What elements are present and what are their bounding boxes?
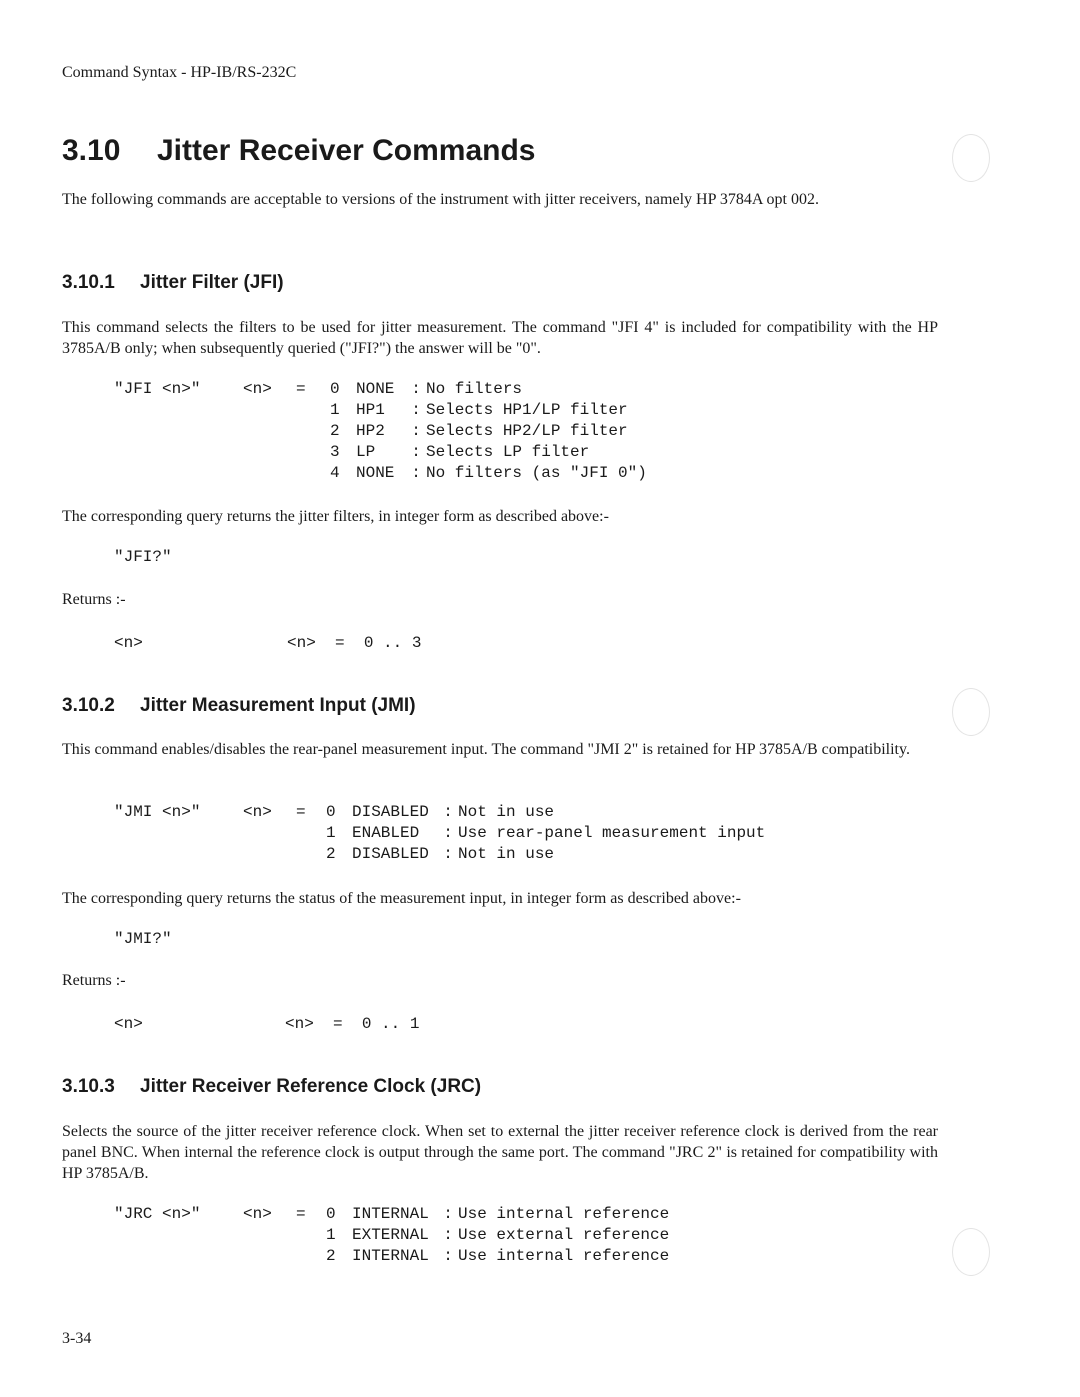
option-value: 2 xyxy=(326,845,336,863)
punch-hole xyxy=(952,1228,990,1276)
subsection-heading-jfi xyxy=(62,272,284,294)
jfi-returns-label: Returns :- xyxy=(62,591,126,608)
subsection-heading-jmi xyxy=(62,695,416,717)
option-separator: : xyxy=(443,824,453,842)
option-name: HP2 xyxy=(356,422,385,440)
option-value: 4 xyxy=(330,464,340,482)
option-value: 1 xyxy=(330,401,340,419)
option-name: EXTERNAL xyxy=(352,1226,429,1244)
option-name: ENABLED xyxy=(352,824,420,842)
option-desc: No filters (as "JFI 0") xyxy=(426,464,647,482)
option-name: DISABLED xyxy=(352,845,429,863)
option-name: LP xyxy=(356,443,376,461)
option-desc: Not in use xyxy=(458,845,555,863)
option-name: INTERNAL xyxy=(352,1247,429,1265)
option-value: 0 xyxy=(326,803,336,821)
jmi-query: "JMI?" xyxy=(114,930,172,948)
option-row xyxy=(326,1204,669,1225)
option-separator: : xyxy=(411,401,421,419)
option-value: 2 xyxy=(330,422,340,440)
page-number: 3-34 xyxy=(62,1330,92,1347)
jfi-equals: = xyxy=(296,380,306,398)
option-row xyxy=(326,823,765,844)
jmi-query-text: The corresponding query returns the status of the measurement input, in integer form as described above:- xyxy=(62,890,741,907)
jrc-options-table xyxy=(326,1204,669,1267)
option-row xyxy=(326,844,765,865)
section-number: 3.10 xyxy=(62,134,121,167)
option-desc: Use internal reference xyxy=(458,1205,670,1223)
option-row xyxy=(330,400,647,421)
option-row xyxy=(326,1225,669,1246)
option-value: 1 xyxy=(326,1226,336,1244)
option-row xyxy=(330,463,647,484)
option-value: 3 xyxy=(330,443,340,461)
option-value: 0 xyxy=(330,380,340,398)
option-value: 2 xyxy=(326,1247,336,1265)
jfi-return-param: <n> xyxy=(114,634,143,652)
option-separator: : xyxy=(443,845,453,863)
jrc-command: "JRC <n>" xyxy=(114,1205,201,1223)
option-row xyxy=(326,802,765,823)
option-row xyxy=(330,379,647,400)
jmi-return-range: <n> = 0 .. 1 xyxy=(285,1015,420,1033)
jmi-returns-label: Returns :- xyxy=(62,972,126,989)
option-desc: Not in use xyxy=(458,803,555,821)
option-row xyxy=(330,421,647,442)
option-desc: No filters xyxy=(426,380,523,398)
subsection-title: Jitter Receiver Reference Clock (JRC) xyxy=(140,1076,482,1097)
punch-hole xyxy=(952,134,990,182)
option-name: DISABLED xyxy=(352,803,429,821)
option-separator: : xyxy=(411,380,421,398)
running-head: Command Syntax - HP-IB/RS-232C xyxy=(62,64,297,81)
option-desc: Selects HP1/LP filter xyxy=(426,401,628,419)
punch-hole xyxy=(952,688,990,736)
jfi-query-text: The corresponding query returns the jitter filters, in integer form as described above:- xyxy=(62,508,609,525)
jrc-param: <n> xyxy=(243,1205,272,1223)
option-name: NONE xyxy=(356,380,395,398)
jmi-options-table xyxy=(326,802,765,865)
option-separator: : xyxy=(443,1247,453,1265)
jrc-equals: = xyxy=(296,1205,306,1223)
option-value: 1 xyxy=(326,824,336,842)
subsection-number: 3.10.2 xyxy=(62,695,115,716)
option-name: NONE xyxy=(356,464,395,482)
jfi-options-table xyxy=(330,379,647,484)
option-name: HP1 xyxy=(356,401,385,419)
section-title: Jitter Receiver Commands xyxy=(157,134,536,167)
option-separator: : xyxy=(443,1205,453,1223)
jmi-param: <n> xyxy=(243,803,272,821)
jfi-description: This command selects the filters to be used for jitter measurement. The command "JFI 4" is included for compatibility with the HP 3785A/B only; when subsequently queried ("JFI?") the answer will be "0". xyxy=(62,319,938,357)
intro-paragraph: The following commands are acceptable to versions of the instrument with jitter receivers, namely HP 3784A opt 002. xyxy=(62,191,819,208)
option-separator: : xyxy=(443,803,453,821)
option-desc: Use internal reference xyxy=(458,1247,670,1265)
jmi-description: This command enables/disables the rear-panel measurement input. The command "JMI 2" is retained for HP 3785A/B compatibility. xyxy=(62,741,910,758)
jfi-param: <n> xyxy=(243,380,272,398)
jrc-description: Selects the source of the jitter receiver reference clock. When set to external the jitter receiver reference clock is derived from the rear panel BNC. When internal the reference clock is output through the same port. The command "JRC 2" is retained for compatibility with HP 3785A/B. xyxy=(62,1123,938,1182)
option-row xyxy=(330,442,647,463)
option-value: 0 xyxy=(326,1205,336,1223)
subsection-title: Jitter Measurement Input (JMI) xyxy=(140,695,416,716)
jmi-equals: = xyxy=(296,803,306,821)
subsection-number: 3.10.3 xyxy=(62,1076,115,1097)
subsection-title: Jitter Filter (JFI) xyxy=(140,272,284,293)
option-row xyxy=(326,1246,669,1267)
jmi-return-param: <n> xyxy=(114,1015,143,1033)
jmi-command: "JMI <n>" xyxy=(114,803,201,821)
jfi-command: "JFI <n>" xyxy=(114,380,201,398)
option-separator: : xyxy=(411,443,421,461)
option-separator: : xyxy=(411,464,421,482)
section-heading xyxy=(62,134,536,168)
option-name: INTERNAL xyxy=(352,1205,429,1223)
option-separator: : xyxy=(411,422,421,440)
option-desc: Use rear-panel measurement input xyxy=(458,824,766,842)
option-separator: : xyxy=(443,1226,453,1244)
jfi-query: "JFI?" xyxy=(114,548,172,566)
option-desc: Use external reference xyxy=(458,1226,670,1244)
subsection-heading-jrc xyxy=(62,1076,481,1098)
subsection-number: 3.10.1 xyxy=(62,272,115,293)
option-desc: Selects HP2/LP filter xyxy=(426,422,628,440)
option-desc: Selects LP filter xyxy=(426,443,590,461)
jfi-return-range: <n> = 0 .. 3 xyxy=(287,634,422,652)
